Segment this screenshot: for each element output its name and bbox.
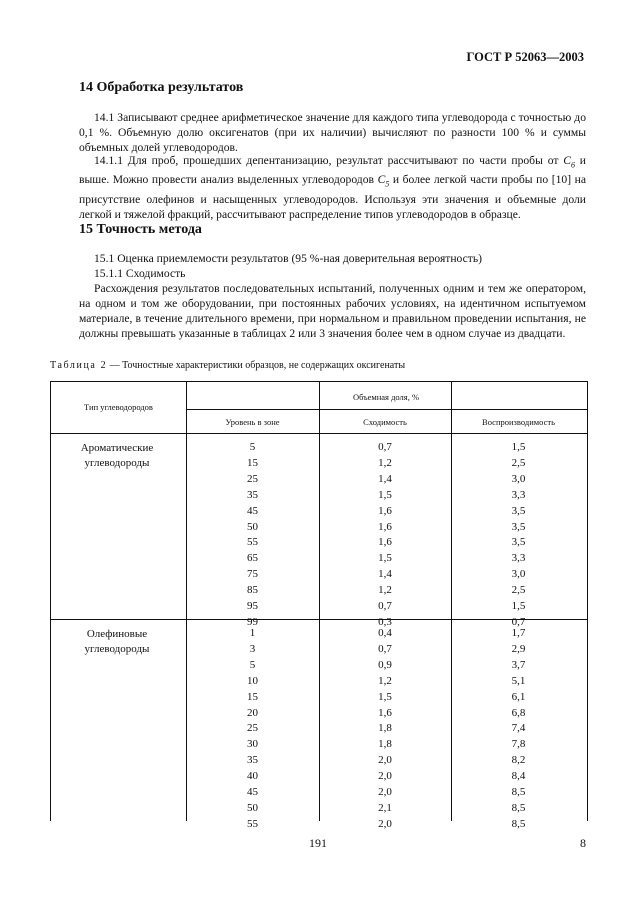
header-level: Уровень в зоне [225,417,280,427]
precision-table [50,381,588,830]
header-volume-fraction: Объемная доля, % [352,392,420,402]
section-15-1-1-heading: 15.1.1 Сходимость [94,267,186,280]
page-number-right: 8 [580,836,586,850]
p2-text-b: и выше. Можно провести анализ выделенных углеводородов [79,154,586,187]
section-14-1-paragraph: 14.1 Записывают среднее арифметическое значение для каждого типа углеводорода с точностью до 0,1 %. Объемную долю оксигенатов (при их наличии) вычисляют по разности 100 % и суммы объемных долей углеводородов. [79,111,586,154]
olefin-reproducibility-column: 1,7 2,9 3,7 5,1 6,1 6,8 7,4 7,8 8,2 8,4 8,5 8,5 8,5 [511,627,526,830]
header-repeatability: Сходимость [363,417,407,427]
section-14-title: 14 Обработка результатов [79,80,244,95]
table-caption-text: — Точностные характеристики образцов, не содержащих оксигенаты [107,360,406,371]
c6-symbol: $C_6$ [563,154,575,170]
p2-text-c: и более легкой части пробы по [10] на присутствие олефинов и насыщенных углеводородов. Используя эти значения и объемные доли легкой и тяжелой фракций, рассчитывают распределение типов углеводородов в образце. [79,173,586,221]
olefin-level-column: 1 3 5 10 15 20 25 30 35 40 45 50 55 [247,627,258,830]
aromatic-repeatability-column: 0,7 1,2 1,4 1,5 1,6 1,6 1,6 1,5 1,4 1,2 0,7 0,3 [378,441,392,628]
aromatic-level-column: 5 15 25 35 45 50 55 65 75 85 95 99 [247,441,258,628]
header-reproducibility: Воспроизводимость [482,417,555,427]
group-olefin-label: Олефиновые углеводороды [84,628,150,655]
group-aromatic-label: Ароматические углеводороды [80,442,154,469]
section-15-1-paragraph: 15.1 Оценка приемлемости результатов (95 %-ная доверительная вероятность) [94,252,482,265]
aromatic-reproducibility-column: 1,5 2,5 3,0 3,3 3,5 3,5 3,5 3,3 3,0 2,5 1,5 0,7 [511,441,526,628]
section-15-title: 15 Точность метода [79,222,202,237]
repeatability-paragraph: Расхождения результатов последовательных испытаний, полученных одним и тем же оператором, на одном и том же оборудовании, при постоянных рабочих условиях, на идентичном испытуемом материале, в течение длительного времени, при нормальном и правильном проведении испытания, не должны превышать указанные в таблицах 2 или 3 значения более чем в одном случае из двадцати. [79,282,586,340]
header-hydrocarbon-type: Тип углеводородов [84,402,153,412]
olefin-repeatability-column: 0,4 0,7 0,9 1,2 1,5 1,6 1,8 1,8 2,0 2,0 2,0 2,1 2,0 [378,627,392,830]
page-number-center: 191 [309,836,327,850]
table-caption-label: Таблица 2 [50,360,108,371]
p2-text-a: 14.1.1 Для проб, прошедших депентанизацию, результат рассчитывают по части пробы от [94,154,564,167]
section-14-1-1-paragraph [79,153,586,222]
c5-symbol: $C_5$ [377,173,390,189]
table-caption [50,360,405,371]
standard-number: ГОСТ Р 52063—2003 [466,50,584,64]
